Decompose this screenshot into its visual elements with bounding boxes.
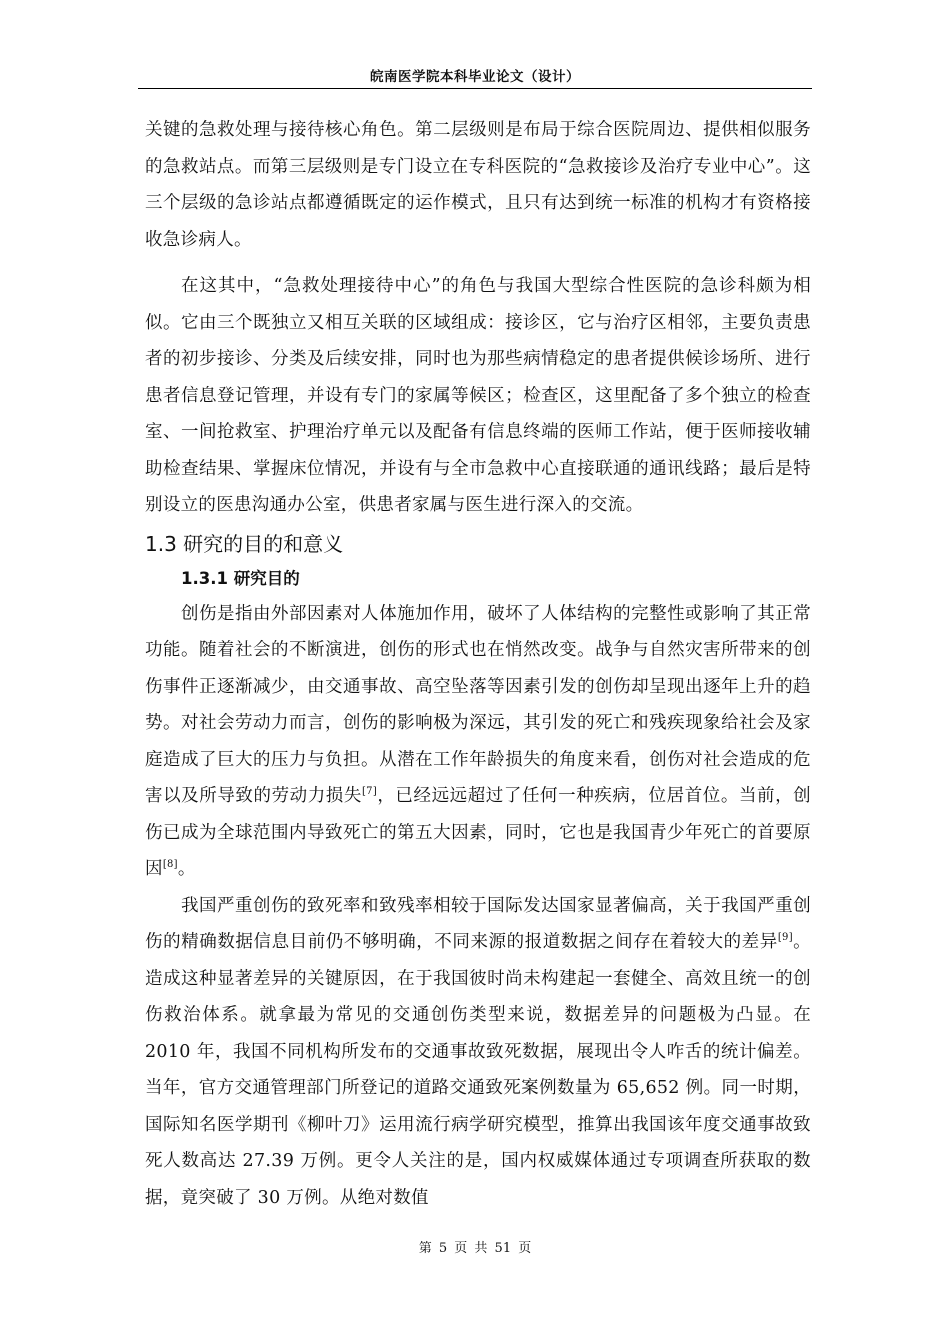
body-paragraph-1: 关键的急救处理与接待核心角色。第二层级则是布局于综合医院周边、提供相似服务的急救站点。而第三层级则是专门设立在专科医院的“急救接诊及治疗专业中心”。这三个层级的急诊站点都遵循既定的运作模式，且只有达到统一标准的机构才有资格接收急诊病人。 — [145, 120, 811, 250]
paragraph-3-text-a: 创伤是指由外部因素对人体施加作用，破坏了人体结构的完整性或影响了其正常功能。随着社会的不断演进，创伤的形式也在悄然改变。战争与自然灾害所带来的创伤事件正逐渐减少，由交通事故、高空坠落等因素引发的创伤却呈现出逐年上升的趋势。对社会劳动力而言，创伤的影响极为深远，其引发的死亡和残疾现象给社会及家庭造成了巨大的压力与负担。从潜在工作年龄损失的角度来看，创伤对社会造成的危害以及所导致的劳动力损失 — [145, 603, 811, 806]
paragraph-4-text-b: 。造成这种显著差异的关键原因，在于我国彼时尚未构建起一套健全、高效且统一的创伤救治体系。就拿最为常见的交通创伤类型来说，数据差异的问题极为凸显。在 2010 年，我国不同机构所发布的交通事故致死数据，展现出令人咋舌的统计偏差。当年，官方交通管理部门所登记的道路交通致死案例数量为 65,652 例。同一时期，国际知名医学期刊《柳叶刀》运用流行病学研究模型，推算出我国该年度交通事故致死人数高达 27.39 万例。更令人关注的是，国内权威媒体通过专项调查所获取的数据，竟突破了 30 万例。从绝对数值 — [145, 932, 811, 1208]
document-body — [145, 112, 811, 1216]
section-heading: 1.3 研究的目的和意义 — [145, 531, 344, 556]
page-header: 皖南医学院本科毕业论文（设计） — [138, 66, 812, 89]
citation-8: [8] — [162, 859, 178, 871]
citation-7: [7] — [361, 786, 378, 798]
page-number-footer: 第 5 页 共 51 页 — [418, 1241, 532, 1256]
paragraph-3-text-c: 。 — [177, 859, 196, 879]
paragraph-4-text-a: 我国严重创伤的致死率和致残率相较于国际发达国家显著偏高，关于我国严重创伤的精确数据信息目前仍不够明确，不同来源的报道数据之间存在着较大的差异 — [145, 895, 811, 952]
body-paragraph-3 — [145, 596, 811, 888]
body-paragraph-2: 在这其中，“急救处理接待中心”的角色与我国大型综合性医院的急诊科颇为相似。它由三个既独立又相互关联的区域组成：接诊区，它与治疗区相邻，主要负责患者的初步接诊、分类及后续安排，同时也为那些病情稳定的患者提供候诊场所、进行患者信息登记管理，并设有专门的家属等候区；检查区，这里配备了多个独立的检查室、一间抢救室、护理治疗单元以及配备有信息终端的医师工作站，便于医师接收辅助检查结果、掌握床位情况，并设有与全市急救中心直接联通的通讯线路；最后是特别设立的医患沟通办公室，供患者家属与医生进行深入的交流。 — [145, 276, 811, 515]
paragraph-gap — [145, 258, 811, 268]
citation-9: [9] — [777, 932, 793, 944]
body-paragraph-4 — [145, 888, 811, 1217]
subsection-heading: 1.3.1 研究目的 — [181, 568, 300, 588]
paragraph-3-text-b: ，已经远远超过了任何一种疾病，位居首位。当前，创伤已成为全球范围内导致死亡的第五大因素，同时，它也是我国青少年死亡的首要原因 — [145, 786, 811, 879]
